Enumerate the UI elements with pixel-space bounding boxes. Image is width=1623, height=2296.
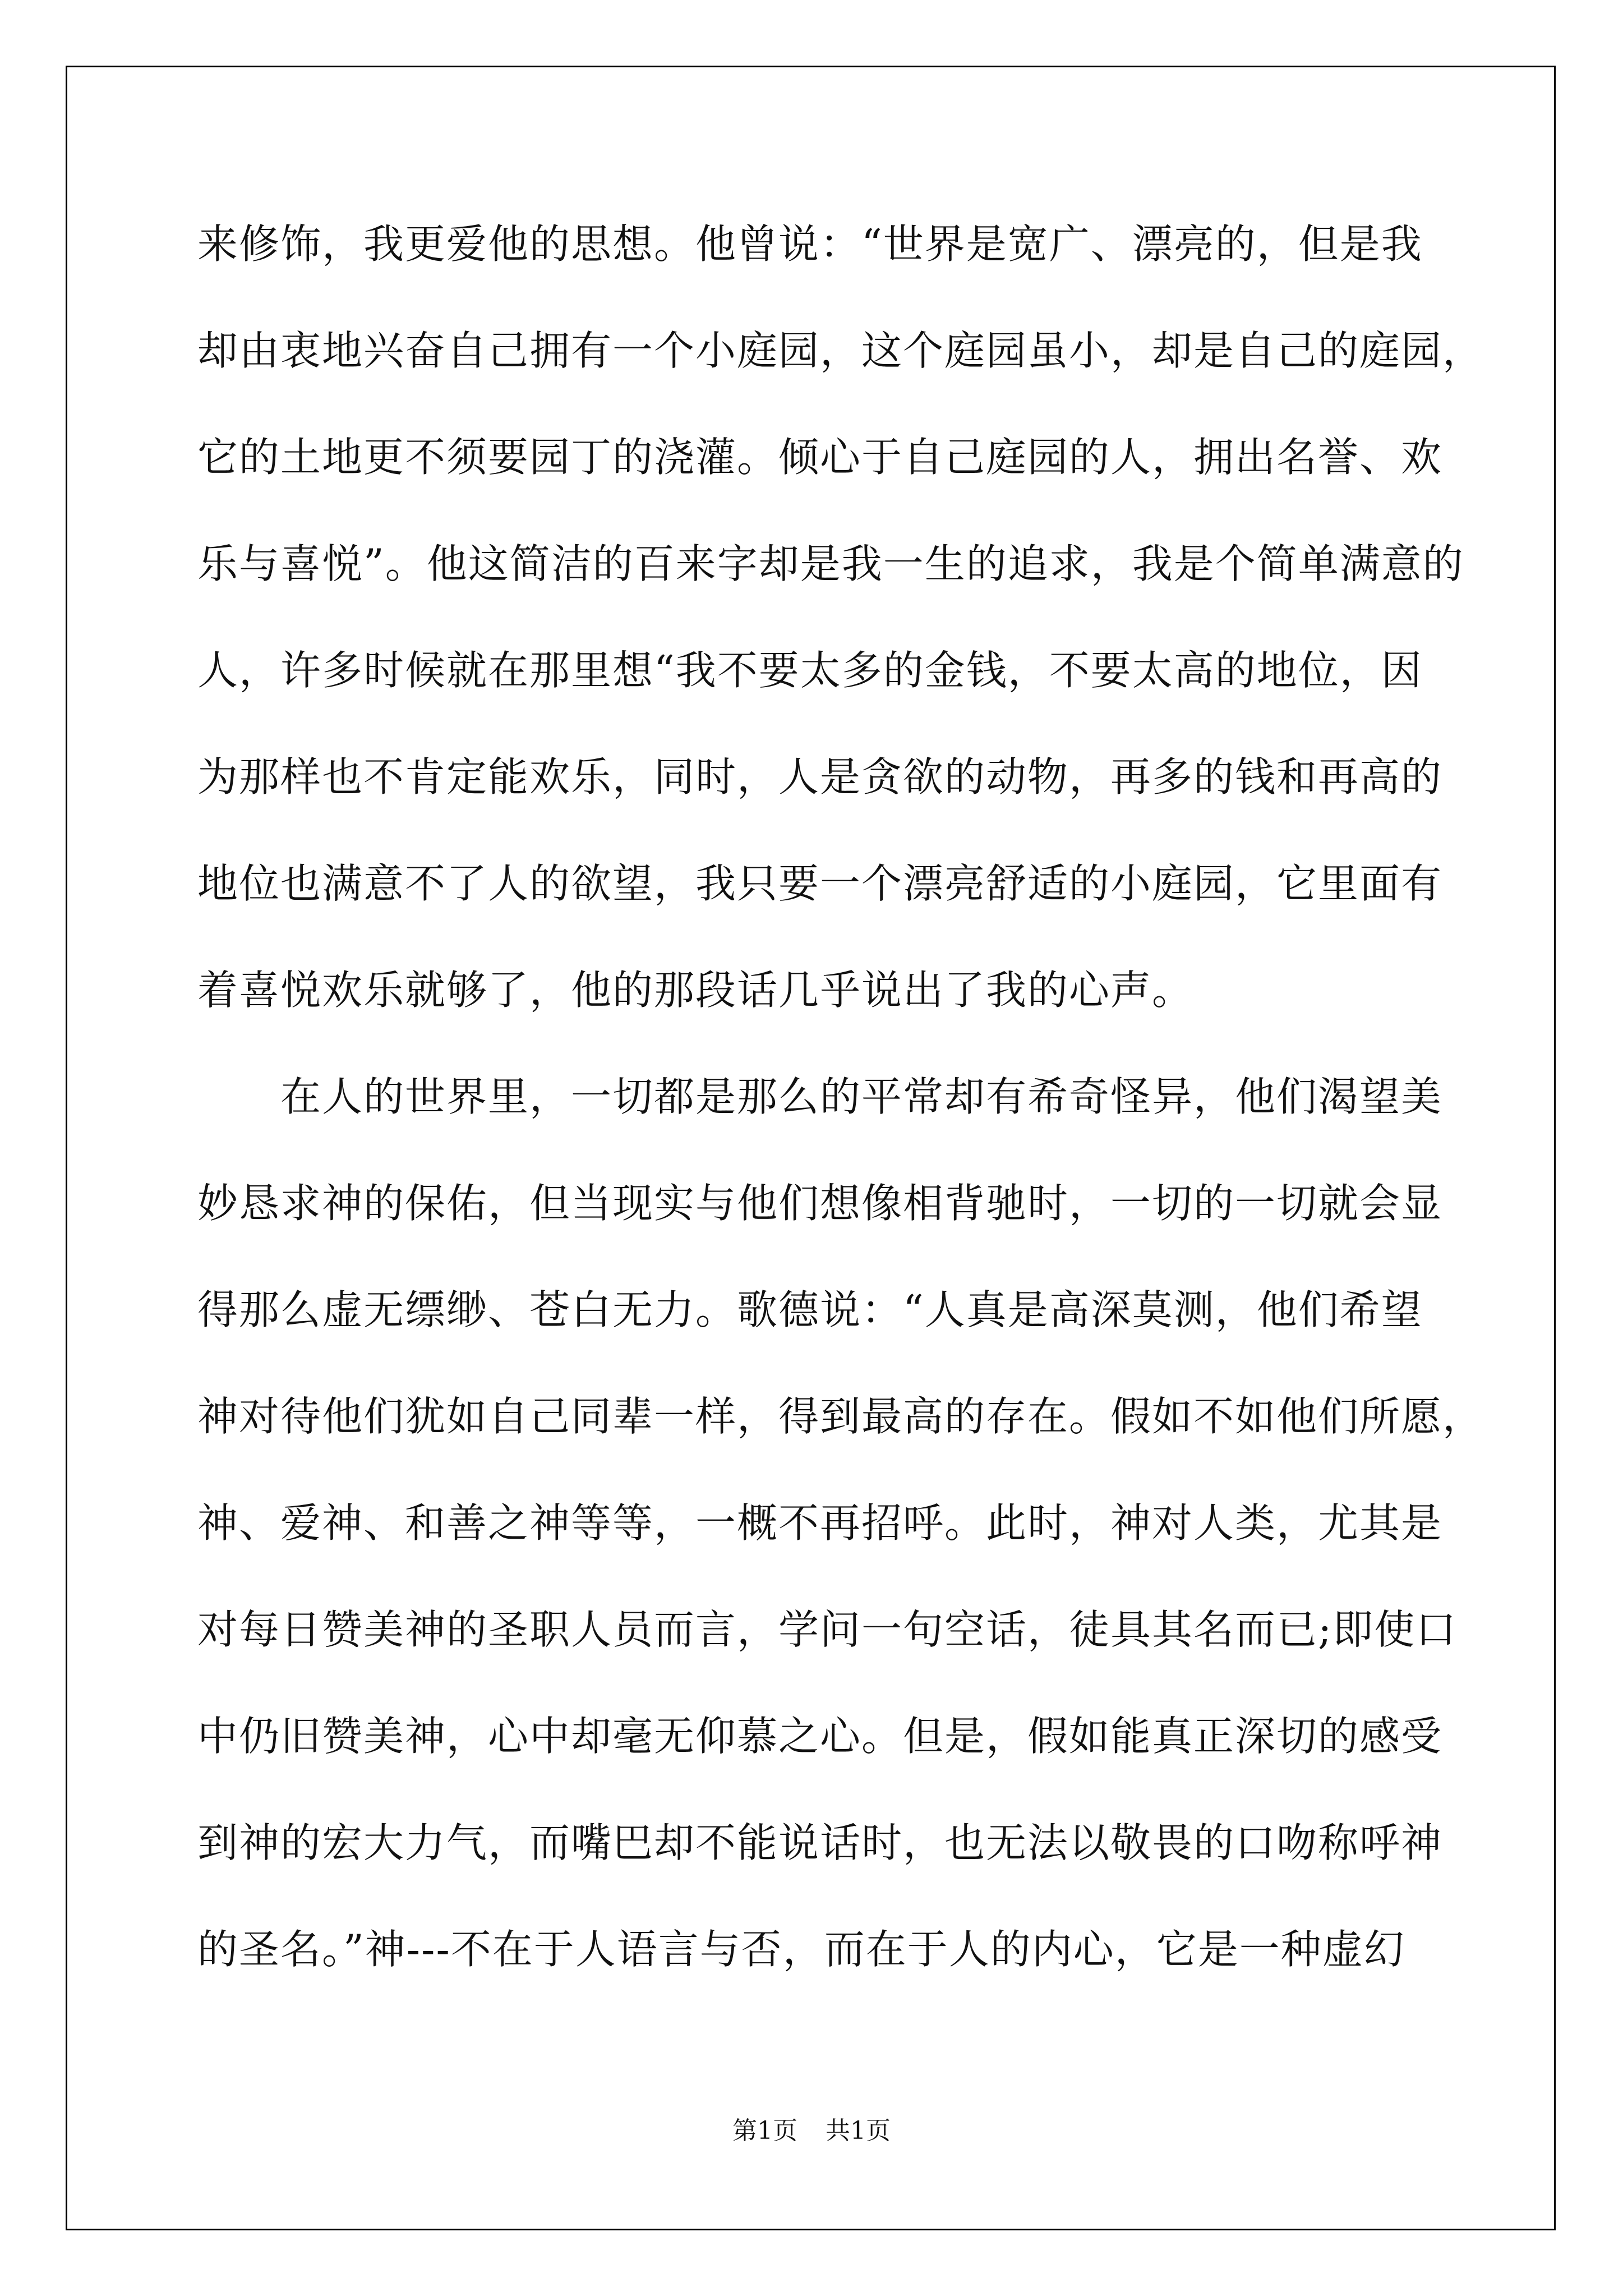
page-total: 共1页	[826, 2116, 891, 2145]
text-line: 地位也满意不了人的欲望，我只要一个漂亮舒适的小庭园，它里面有	[197, 860, 1443, 907]
text-line: 得那么虚无缥缈、苍白无力。歌德说：“人真是高深莫测，他们希望	[197, 1286, 1423, 1333]
text-line: 它的土地更不须要园丁的浇灌。倾心于自己庭园的人，拥出名誉、欢	[197, 434, 1443, 481]
text-line: 妙恳求神的保佑，但当现实与他们想像相背驰时，一切的一切就会显	[197, 1180, 1443, 1227]
text-line: 的圣名。”神---不在于人语言与否，而在于人的内心，它是一种虚幻	[197, 1926, 1405, 1973]
text-line: 中仍旧赞美神，心中却毫无仰慕之心。但是，假如能真正深切的感受	[197, 1713, 1443, 1760]
text-line: 来修饰，我更爱他的思想。他曾说：“世界是宽广、漂亮的，但是我	[197, 220, 1423, 268]
text-line: 乐与喜悦”。他这简洁的百来字却是我一生的追求，我是个简单满意的	[197, 540, 1464, 587]
page-footer	[0, 2110, 1623, 2146]
text-line: 神、爱神、和善之神等等，一概不再招呼。此时，神对人类，尤其是	[197, 1499, 1443, 1547]
text-line: 人，许多时候就在那里想“我不要太多的金钱，不要太高的地位，因	[197, 647, 1423, 694]
text-line: 为那样也不肯定能欢乐，同时，人是贪欲的动物，再多的钱和再高的	[197, 753, 1443, 800]
paragraph-start-line: 在人的世界里，一切都是那么的平常却有希奇怪异，他们渴望美	[280, 1073, 1443, 1120]
text-line: 神对待他们犹如自己同辈一样，得到最高的存在。假如不如他们所愿，	[197, 1393, 1484, 1440]
text-line: 对每日赞美神的圣职人员而言，学问一句空话，徒具其名而已;即使口	[197, 1606, 1458, 1653]
text-line: 着喜悦欢乐就够了，他的那段话几乎说出了我的心声。	[197, 967, 1194, 1014]
text-line: 到神的宏大力气，而嘴巴却不能说话时，也无法以敬畏的口吻称呼神	[197, 1819, 1443, 1866]
document-body	[197, 210, 1484, 2022]
text-line: 却由衷地兴奋自己拥有一个小庭园，这个庭园虽小，却是自己的庭园，	[197, 327, 1484, 374]
page-number: 第1页	[732, 2116, 797, 2145]
